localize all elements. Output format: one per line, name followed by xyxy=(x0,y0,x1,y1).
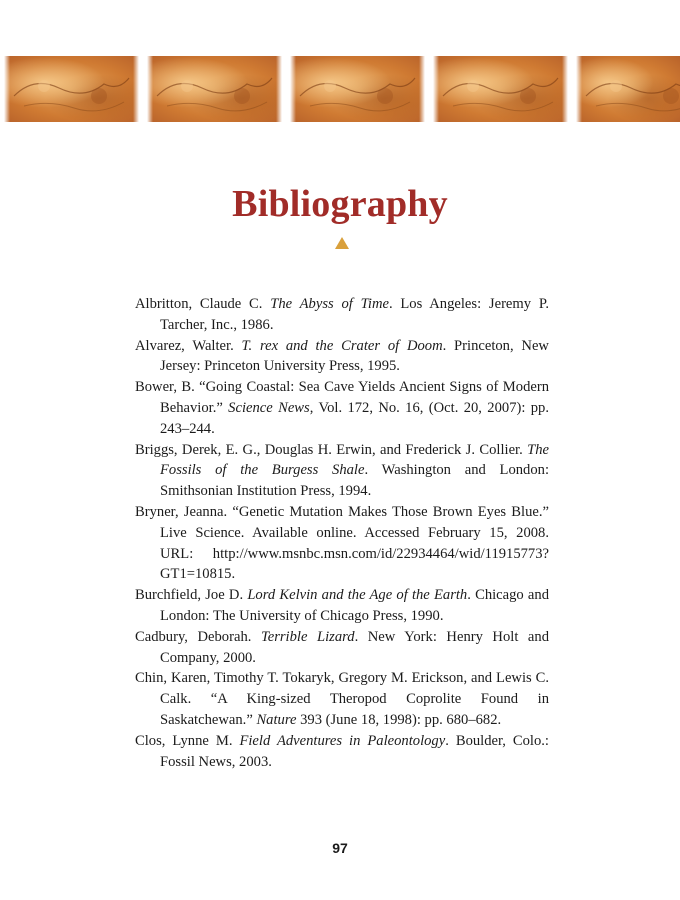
bibliography-entry: Albritton, Claude C. The Abyss of Time. Los Angeles: Jeremy P. Tarcher, Inc., 1986. xyxy=(135,296,549,333)
bibliography-entry: Briggs, Derek, E. G., Douglas H. Erwin, and Frederick J. Collier. The Fossils of the Burgess Shale. Washington and London: Smithsonian Institution Press, 1994. xyxy=(135,441,549,500)
decorative-banner xyxy=(0,56,680,122)
page-number: 97 xyxy=(332,840,348,856)
rock-art-image xyxy=(576,56,680,122)
bibliography-entry: Cadbury, Deborah. Terrible Lizard. New York: Henry Holt and Company, 2000. xyxy=(135,628,549,666)
rock-art-image xyxy=(290,56,425,122)
bibliography-entry: Bryner, Jeanna. “Genetic Mutation Makes Those Brown Eyes Blue.” Live Science. Available online. Accessed February 15, 2008. URL: http://www.msnbc.msn.com/id/22934464/wid/11915773?GT1=10815. xyxy=(135,503,549,583)
rock-art-image xyxy=(147,56,282,122)
bibliography-entry: Clos, Lynne M. Field Adventures in Paleontology. Boulder, Colo.: Fossil News, 2003. xyxy=(135,732,549,770)
bibliography-list xyxy=(135,294,549,772)
triangle-ornament-icon xyxy=(335,237,349,249)
rock-art-image xyxy=(4,56,139,122)
page-title: Bibliography xyxy=(232,183,448,225)
bibliography-entry: Chin, Karen, Timothy T. Tokaryk, Gregory M. Erickson, and Lewis C. Calk. “A King-sized Theropod Coprolite Found in Saskatchewan.” Nature 393 (June 18, 1998): pp. 680–682. xyxy=(135,670,549,728)
bibliography-entry: Alvarez, Walter. T. rex and the Crater of Doom. Princeton, New Jersey: Princeton University Press, 1995. xyxy=(135,337,549,375)
rock-art-image xyxy=(433,56,568,122)
bibliography-entry: Bower, B. “Going Coastal: Sea Cave Yields Ancient Signs of Modern Behavior.” Science News, Vol. 172, No. 16, (Oct. 20, 2007): pp. 243–244. xyxy=(135,379,549,437)
bibliography-entry: Burchfield, Joe D. Lord Kelvin and the Age of the Earth. Chicago and London: The University of Chicago Press, 1990. xyxy=(135,587,549,624)
ornament-shape xyxy=(335,237,349,249)
